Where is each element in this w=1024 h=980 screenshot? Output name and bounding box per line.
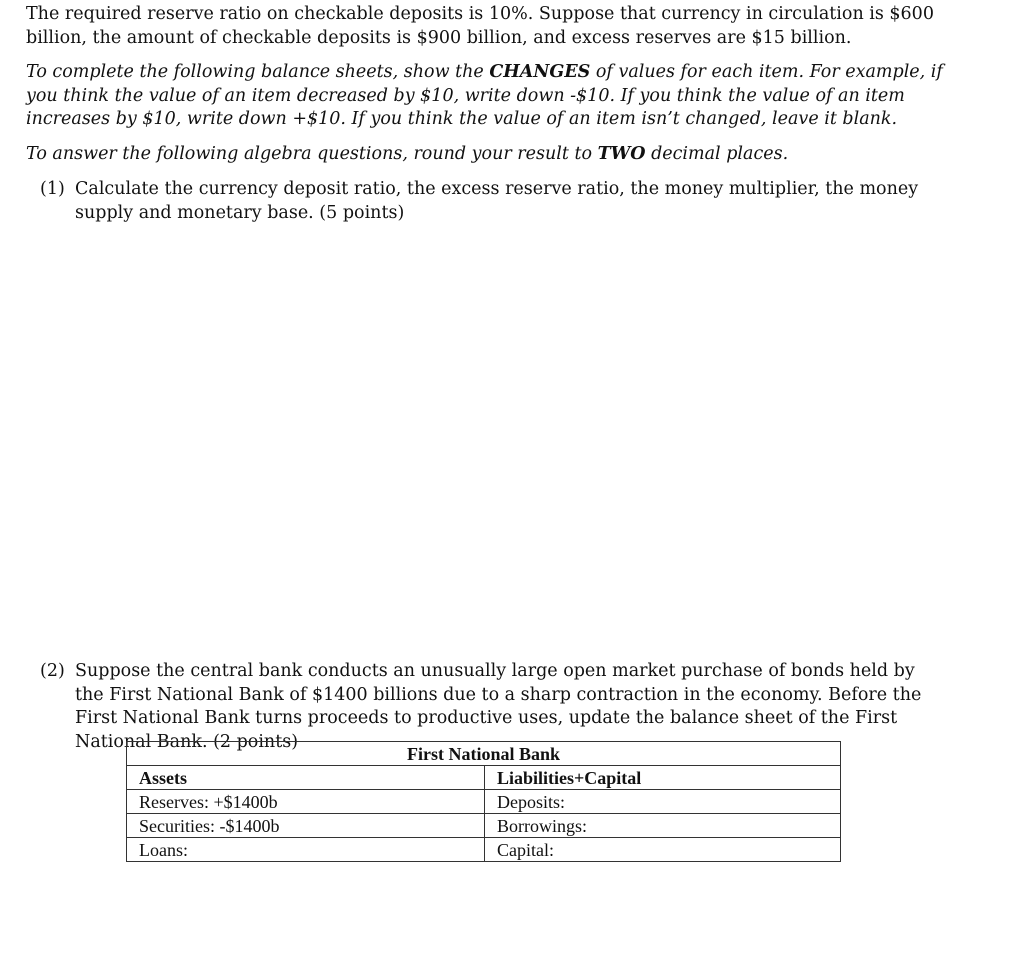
table-row xyxy=(127,790,841,814)
question-1-text: Calculate the currency deposit ratio, the excess reserve ratio, the money multiplier, the money supply and monetary base. (5 points) xyxy=(75,179,919,223)
deposits-cell: Deposits: xyxy=(485,790,841,814)
rounding-text-start: To answer the following algebra questions, round your result to xyxy=(26,144,598,164)
question-1-number: (1) xyxy=(40,179,65,199)
instructions-text-start: To complete the following balance sheets, show the xyxy=(26,62,490,82)
intro-paragraph: The required reserve ratio on checkable deposits is 10%. Suppose that currency in circulation is $600 billion, the amount of checkable deposits is $900 billion, and excess reserves are $15 billion. xyxy=(26,4,934,48)
rounding-paragraph xyxy=(26,143,946,167)
question-2 xyxy=(40,660,944,754)
table-row xyxy=(127,814,841,838)
question-2-text: Suppose the central bank conducts an unusually large open market purchase of bonds held by the First National Bank of $1400 billions due to a sharp contraction in the economy. Before the First National Bank turns proceeds to productive uses, update the balance sheet of the First National Bank. (2 points) xyxy=(75,661,922,752)
balance-sheet-title: First National Bank xyxy=(127,742,841,766)
borrowings-cell: Borrowings: xyxy=(485,814,841,838)
table-row xyxy=(127,838,841,862)
instructions-emphasis: CHANGES xyxy=(489,62,591,82)
securities-cell: Securities: -$1400b xyxy=(127,814,485,838)
balance-sheet-title-row xyxy=(127,742,841,766)
rounding-emphasis: TWO xyxy=(597,144,646,164)
capital-cell: Capital: xyxy=(485,838,841,862)
balance-sheet-header-row xyxy=(127,766,841,790)
reserves-cell: Reserves: +$1400b xyxy=(127,790,485,814)
liabilities-header: Liabilities+Capital xyxy=(485,766,841,790)
balance-sheet-table xyxy=(126,741,841,862)
question-2-number: (2) xyxy=(40,661,65,681)
rounding-text-end: decimal places. xyxy=(645,144,789,164)
instructions-text-end: of values for each item. For example, if you think the value of an item decreased by $10, write down -$10. If you think the value of an item increases by $10, write down +$10. If you think the value of an item isn’t changed, leave it blank. xyxy=(26,62,943,129)
instructions-paragraph xyxy=(26,61,946,132)
loans-cell: Loans: xyxy=(127,838,485,862)
question-1 xyxy=(40,178,944,225)
assets-header: Assets xyxy=(127,766,485,790)
